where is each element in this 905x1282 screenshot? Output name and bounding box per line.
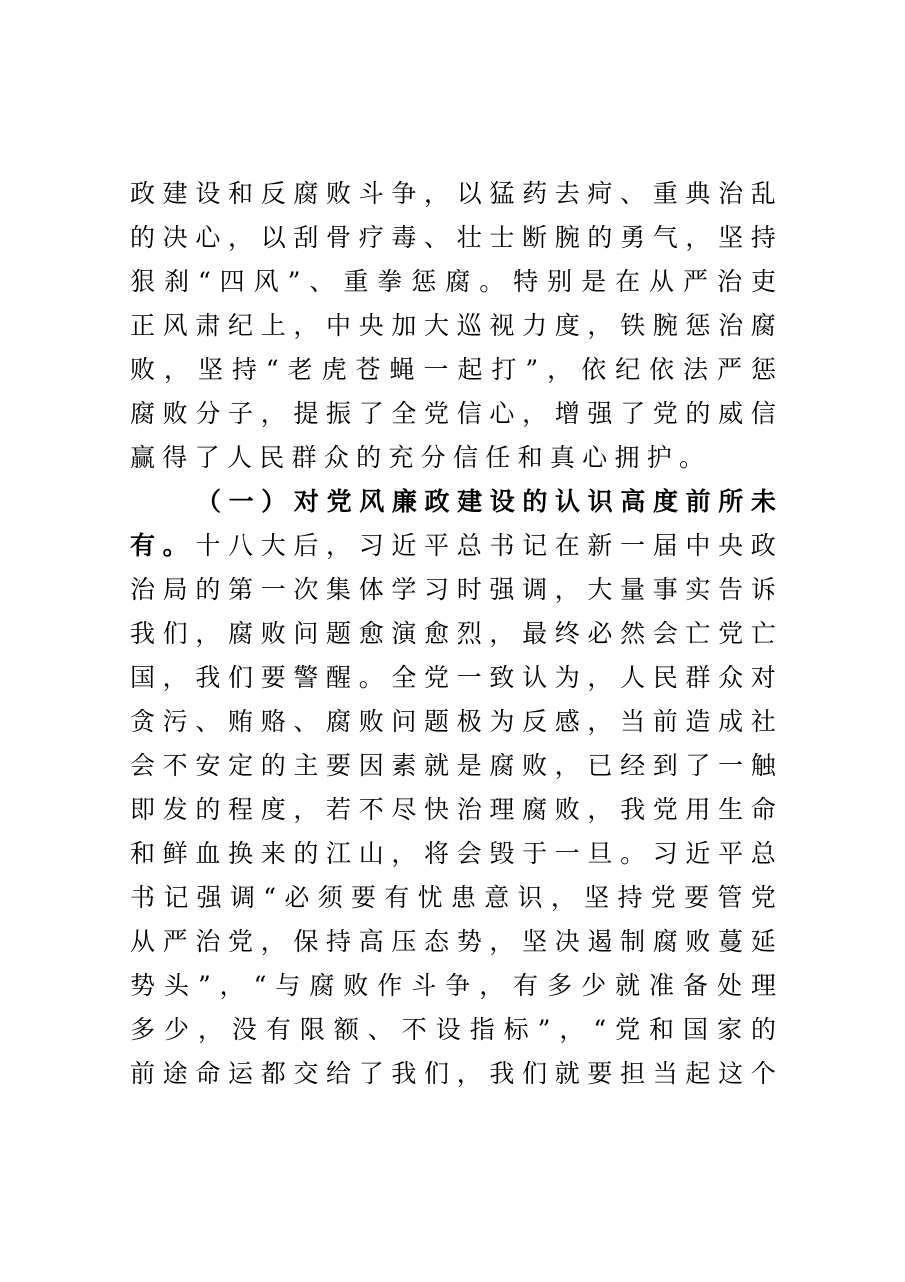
text-line: 赢 得 了 人 民 群 众 的 充 分 信 任 和 真 心 拥 护 。: [130, 443, 705, 472]
text-line: 国 ， 我 们 要 警 醒 。 全 党 一 致 认 为 ， 人 民 群 众 对: [130, 663, 776, 692]
text-line: 狠 刹 “ 四 风 ” 、 重 拳 惩 腐 。 特 别 是 在 从 严 治 吏: [130, 267, 776, 296]
text-line: 即 发 的 程 度 ， 若 不 尽 快 治 理 腐 败 ， 我 党 用 生 命: [130, 795, 776, 824]
text-line: 会 不 安 定 的 主 要 因 素 就 是 腐 败 ， 已 经 到 了 一 触: [130, 751, 776, 780]
body-text: [130, 172, 776, 1096]
text-line: 书 记 强 调 “ 必 须 要 有 忧 患 意 识 ， 坚 持 党 要 管 党: [130, 883, 776, 912]
text-line: 有 。 十 八 大 后 ， 习 近 平 总 书 记 在 新 一 届 中 央 政: [130, 531, 776, 560]
text-line: 和 鲜 血 换 来 的 江 山 ， 将 会 毁 于 一 旦 。 习 近 平 总: [130, 839, 776, 868]
text-line: 治 局 的 第 一 次 集 体 学 习 时 强 调 ， 大 量 事 实 告 诉: [130, 575, 776, 604]
text-line: 从 严 治 党 ， 保 持 高 压 态 势 ， 坚 决 遏 制 腐 败 蔓 延: [130, 927, 776, 956]
text-line: 腐 败 分 子 ， 提 振 了 全 党 信 心 ， 增 强 了 党 的 威 信: [130, 399, 776, 428]
text-line: 败 ， 坚 持 “ 老 虎 苍 蝇 一 起 打 ” ， 依 纪 依 法 严 惩: [130, 355, 776, 384]
text-line: （ 一 ） 对 党 风 廉 政 建 设 的 认 识 高 度 前 所 未: [196, 487, 776, 516]
text-line: 贪 污 、 贿 赂 、 腐 败 问 题 极 为 反 感 ， 当 前 造 成 社: [130, 707, 776, 736]
text-line: 的 决 心 ， 以 刮 骨 疗 毒 、 壮 士 断 腕 的 勇 气 ， 坚 持: [130, 223, 776, 252]
text-line: 势 头 ” ， “ 与 腐 败 作 斗 争 ， 有 多 少 就 准 备 处 理: [130, 971, 776, 1000]
text-line: 我 们 ， 腐 败 问 题 愈 演 愈 烈 ， 最 终 必 然 会 亡 党 亡: [130, 619, 776, 648]
text-line: 正 风 肃 纪 上 ， 中 央 加 大 巡 视 力 度 ， 铁 腕 惩 治 腐: [130, 311, 776, 340]
text-line: 多 少 ， 没 有 限 额 、 不 设 指 标 ” ， “ 党 和 国 家 的: [130, 1015, 776, 1044]
text-line: 前 途 命 运 都 交 给 了 我 们 ， 我 们 就 要 担 当 起 这 个: [130, 1059, 776, 1088]
text-line: 政 建 设 和 反 腐 败 斗 争 ， 以 猛 药 去 疴 、 重 典 治 乱: [130, 179, 776, 208]
